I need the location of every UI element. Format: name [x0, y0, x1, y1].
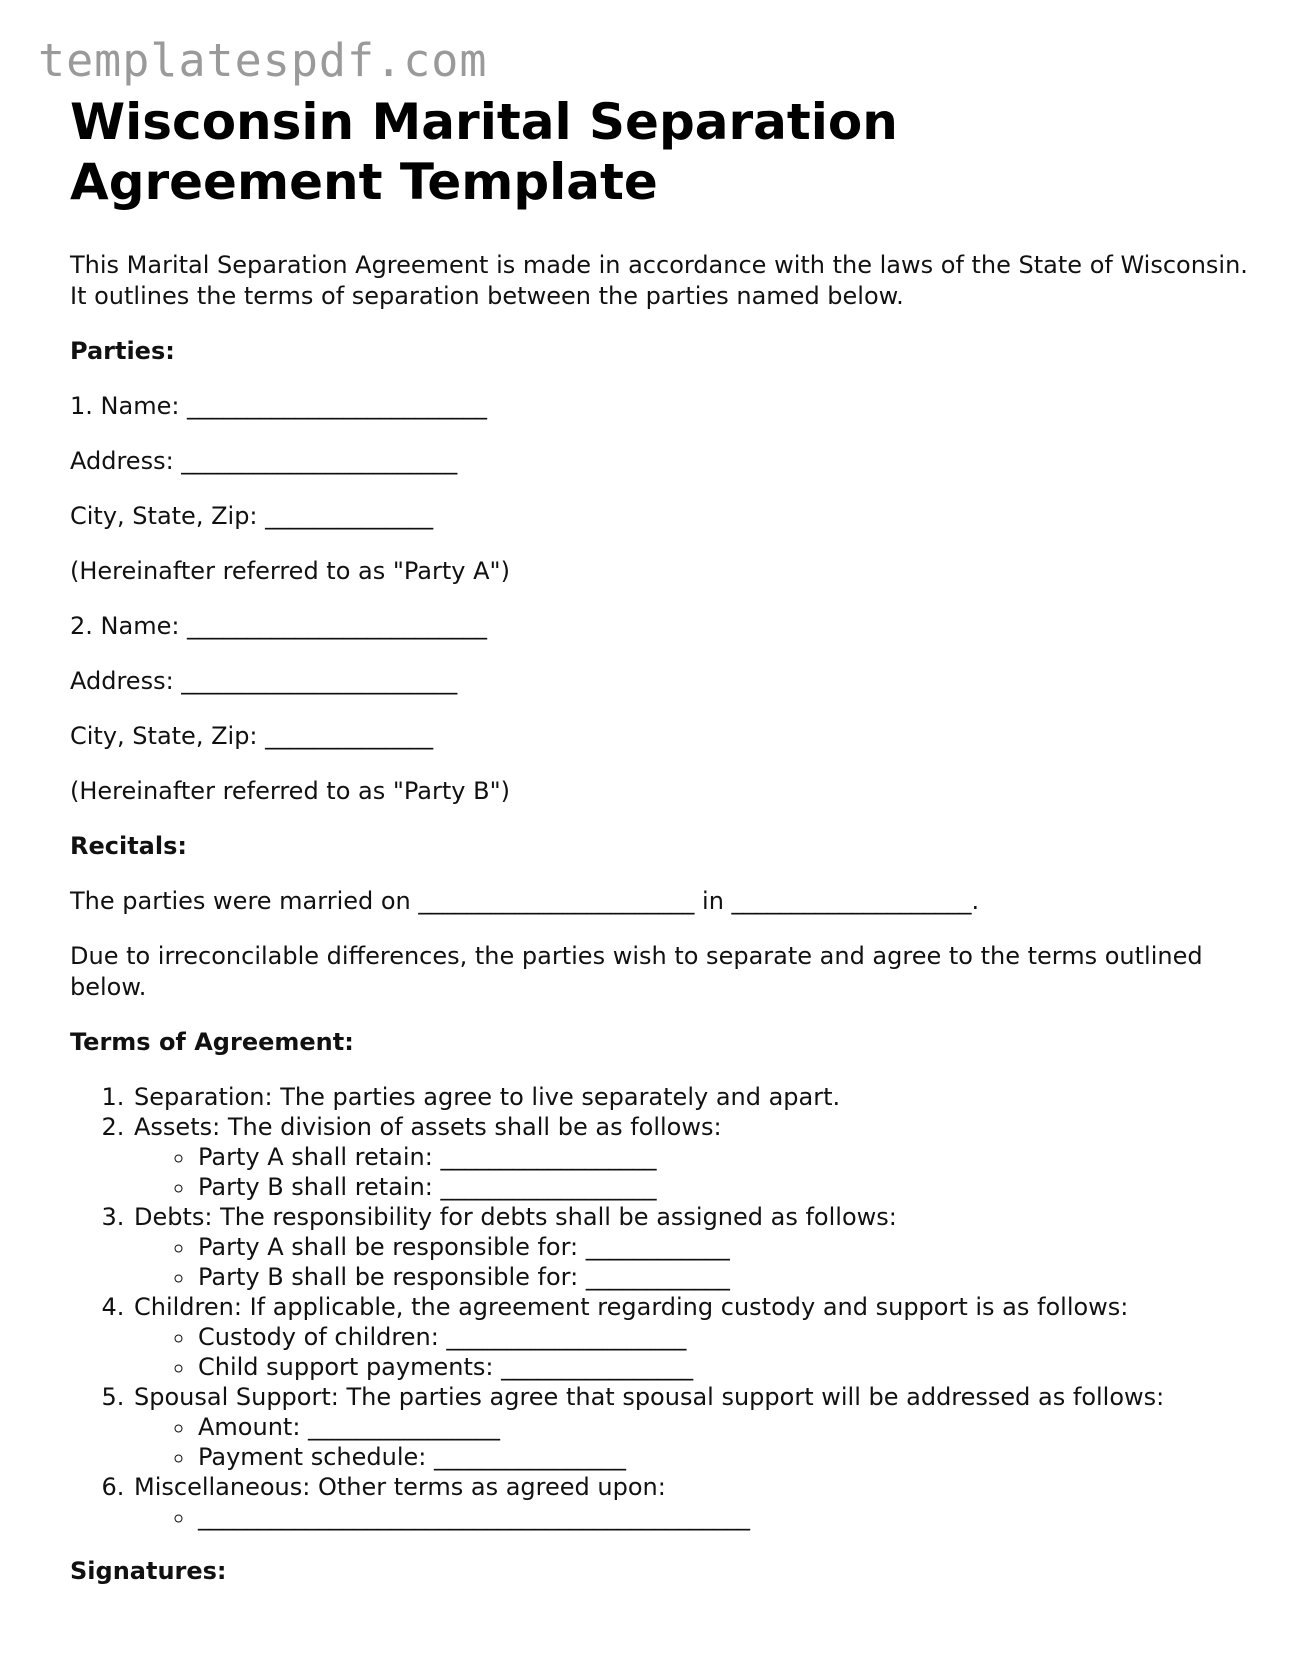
party-b-name-field[interactable]: 2. Name: _________________________	[70, 612, 488, 640]
terms-heading: Terms of Agreement:	[70, 1028, 354, 1056]
party-b-city-field[interactable]: City, State, Zip: ______________	[70, 722, 434, 750]
term-assets	[132, 1112, 1250, 1202]
party-b-address-field[interactable]: Address: _______________________	[70, 667, 458, 695]
term-separation	[132, 1082, 1250, 1112]
party-a-address-field[interactable]: Address: _______________________	[70, 447, 458, 475]
other-terms-field[interactable]: ◦ ______________________________________________	[196, 1502, 1250, 1532]
assets-sublist	[134, 1142, 1250, 1202]
party-a-reference: (Hereinafter referred to as "Party A")	[70, 557, 510, 585]
recitals-heading: Recitals:	[70, 832, 187, 860]
title-line-1: Wisconsin Marital Separation	[70, 93, 898, 151]
term-text: Miscellaneous: Other terms as agreed upon:	[134, 1473, 666, 1501]
debts-sublist	[134, 1232, 1250, 1292]
intro-paragraph: This Marital Separation Agreement is made in accordance with the laws of the State of Wisconsin. It outlines the terms of separation between the parties named below.	[70, 251, 1248, 310]
document-title	[70, 92, 1250, 212]
payment-schedule-field[interactable]: ◦ Payment schedule: ________________	[196, 1442, 1250, 1472]
term-children	[132, 1292, 1250, 1382]
term-spousal-support	[132, 1382, 1250, 1472]
signatures-heading: Signatures:	[70, 1557, 227, 1585]
watermark: templatespdf.com	[38, 34, 488, 87]
support-amount-field[interactable]: ◦ Amount: ________________	[196, 1412, 1250, 1442]
term-debts	[132, 1202, 1250, 1292]
custody-field[interactable]: ◦ Custody of children: ____________________	[196, 1322, 1250, 1352]
parties-heading: Parties:	[70, 337, 175, 365]
party-b-reference: (Hereinafter referred to as "Party B")	[70, 777, 510, 805]
term-miscellaneous	[132, 1472, 1250, 1532]
marriage-date-place-field[interactable]: The parties were married on _______________________ in ____________________.	[70, 887, 980, 915]
term-text: Assets: The division of assets shall be as follows:	[134, 1113, 722, 1141]
document-body	[70, 92, 1250, 1587]
spousal-support-sublist	[134, 1412, 1250, 1472]
miscellaneous-sublist	[134, 1502, 1250, 1532]
term-text: Children: If applicable, the agreement regarding custody and support is as follows:	[134, 1293, 1129, 1321]
child-support-field[interactable]: ◦ Child support payments: ________________	[196, 1352, 1250, 1382]
title-line-2: Agreement Template	[70, 153, 658, 211]
party-b-assets-field[interactable]: ◦ Party B shall retain: __________________	[196, 1172, 1250, 1202]
term-text: Debts: The responsibility for debts shall be assigned as follows:	[134, 1203, 897, 1231]
party-a-name-field[interactable]: 1. Name: _________________________	[70, 392, 488, 420]
party-a-assets-field[interactable]: ◦ Party A shall retain: __________________	[196, 1142, 1250, 1172]
differences-paragraph: Due to irreconcilable differences, the parties wish to separate and agree to the terms outlined below.	[70, 942, 1203, 1001]
party-a-debts-field[interactable]: ◦ Party A shall be responsible for: ____________	[196, 1232, 1250, 1262]
term-text: Spousal Support: The parties agree that spousal support will be addressed as follows:	[134, 1383, 1165, 1411]
party-a-city-field[interactable]: City, State, Zip: ______________	[70, 502, 434, 530]
terms-list	[70, 1082, 1250, 1532]
term-text: Separation: The parties agree to live separately and apart.	[134, 1083, 841, 1111]
children-sublist	[134, 1322, 1250, 1382]
party-b-debts-field[interactable]: ◦ Party B shall be responsible for: ____________	[196, 1262, 1250, 1292]
